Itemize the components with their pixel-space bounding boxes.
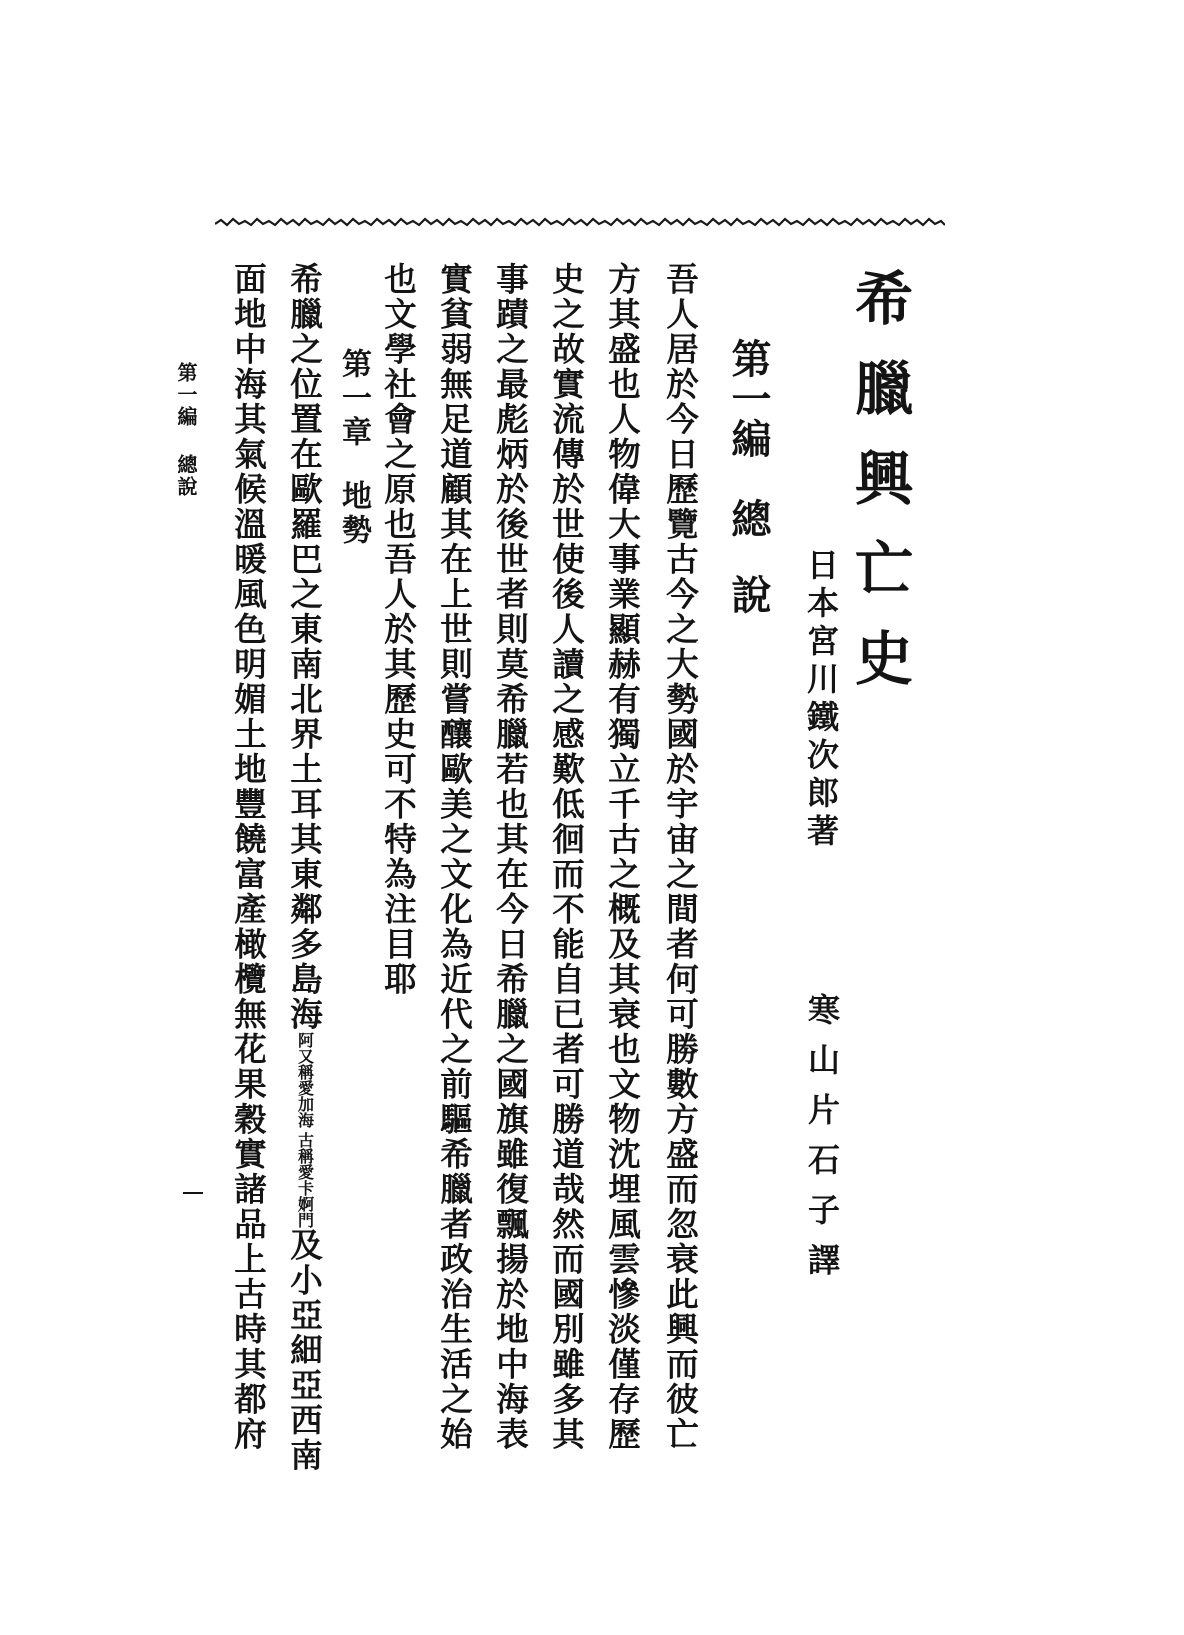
part-heading-number: 第一編 (725, 338, 772, 458)
body-text-column: 吾人居於今日歷覽古今之大勢國於宇宙之間者何可勝數方盛而忽衰此興而彼亡 (661, 262, 701, 1452)
body-text-column: 實貧弱無足道顧其在上世則嘗釀歐美之文化為近代之前驅希臘者政治生活之始 (435, 262, 475, 1452)
decorative-wavy-rule (215, 216, 945, 230)
body-text-column: 面地中海其氣候溫暖風色明媚土地豐饒富產橄欖無花果穀實諸品上古時其都府 (229, 262, 269, 1452)
chapter-heading-number: 第一章 (336, 348, 371, 450)
body-text-column: 史之故實流傳於世使後人讀之感歎低徊而不能自已者可勝道哉然而國別雖多其 (547, 262, 587, 1452)
body-text-column (285, 262, 325, 1473)
body-text-column: 方其盛也人物偉大事業顯赫有獨立千古之概及其衰也文物沈埋風雲慘淡僅存歷 (603, 262, 643, 1452)
body-text-segment: 及小亞細亞西南 (285, 1228, 325, 1473)
annotation-line: 古稱愛卡婀門 (295, 1132, 315, 1228)
author-line: 日本宮川鐵次郎著 (802, 548, 840, 852)
chapter-heading-title: 地勢 (336, 480, 371, 548)
part-heading-title: 總說 (725, 498, 772, 650)
page-number (183, 1192, 184, 1193)
body-text-segment: 希臘之位置在歐羅巴之東南北界土耳其東鄰多島海 (285, 262, 325, 1032)
annotation-line: 阿又稱愛加海 (295, 1032, 315, 1128)
part-heading (725, 338, 772, 650)
book-title: 希臘興亡史 (845, 268, 913, 718)
body-text-column: 事蹟之最彪炳於後世者則莫希臘若也其在今日希臘之國旗雖復飄揚於地中海表 (491, 262, 531, 1452)
translator-line: 寒山片石子譯 (803, 993, 841, 1293)
running-head: 第一編 總說 (174, 362, 198, 498)
chapter-heading (336, 348, 371, 548)
page-number-mark (183, 1192, 203, 1194)
inline-annotation (297, 1032, 313, 1228)
body-text-column: 也文學社會之原也吾人於其歷史可不特為注目耶 (379, 262, 419, 997)
